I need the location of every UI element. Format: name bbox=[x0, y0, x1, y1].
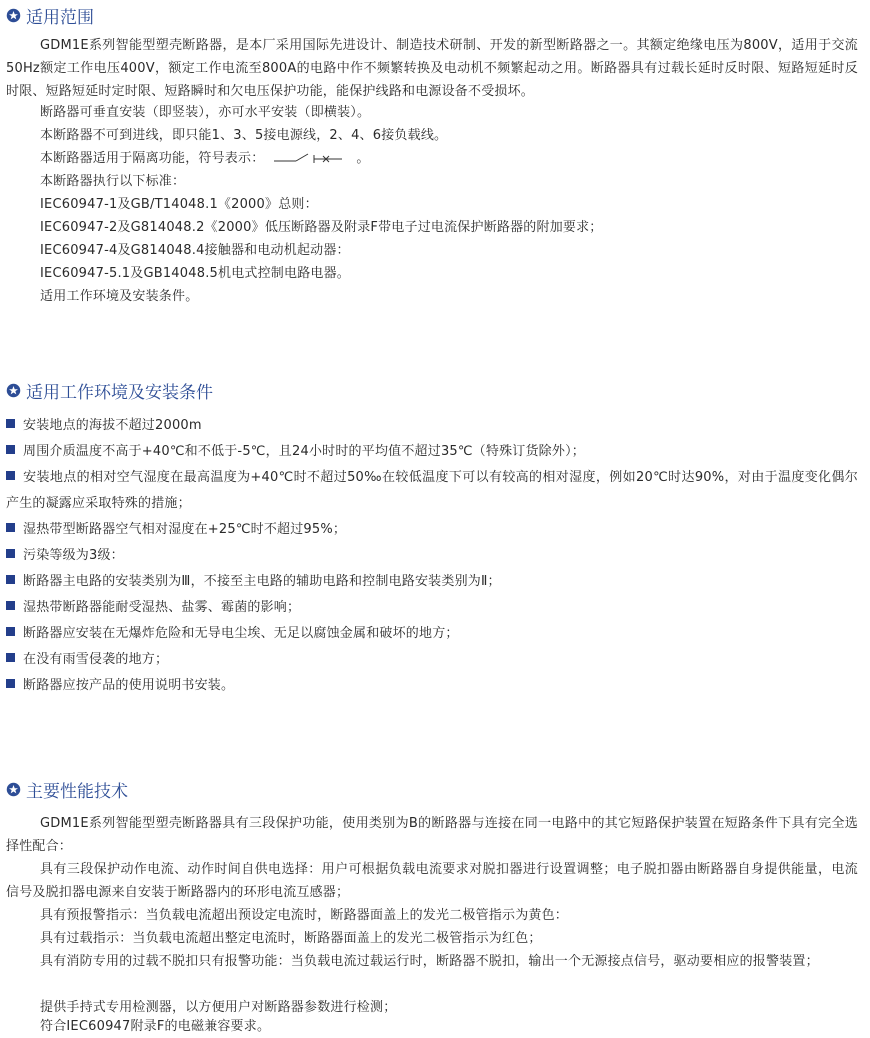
list-item: 污染等级为3级： bbox=[6, 543, 858, 569]
performance-paragraph-2: 具有三段保护动作电流、动作时间自供电选择：用户可根据负载电流要求对脱扣器进行设置调整；电子脱扣器由断路器自身提供能量，电流信号及脱扣器电源来自安装于断路器内的环形电流互感器； bbox=[6, 862, 858, 900]
intro-paragraph: GDM1E系列智能型塑壳断路器，是本厂采用国际先进设计、制造技术研制、开发的新型断路器之一。其额定绝缘电压为800V，适用于交流50Hz额定工作电压400V，额定工作电流至800A的电路中作不频繁转换及电动机不频繁起动之用。断路器具有过载长延时反时限、短路短延时反时限、短路短延时定时限、短路瞬时和欠电压保护功能，能保护线路和电源设备不受损坏。 bbox=[6, 38, 858, 99]
square-bullet-icon bbox=[6, 419, 15, 428]
performance-paragraph-6: 提供手持式专用检测器，以方便用户对断路器参数进行检测； bbox=[40, 1000, 397, 1015]
square-bullet-icon bbox=[6, 523, 15, 532]
section-heading-performance: 主要性能技术 bbox=[6, 777, 128, 801]
list-item: 断路器应安装在无爆炸危险和无导电尘埃、无足以腐蚀金属和破坏的地方； bbox=[6, 621, 858, 647]
star-circle-icon bbox=[6, 383, 21, 398]
environment-line: 适用工作环境及安装条件。 bbox=[40, 289, 199, 304]
performance-paragraph-3: 具有预报警指示：当负载电流超出预设定电流时，断路器面盖上的发光二极管指示为黄色： bbox=[40, 908, 569, 923]
square-bullet-icon bbox=[6, 653, 15, 662]
list-item: 湿热带断路器能耐受湿热、盐雾、霉菌的影响； bbox=[6, 595, 858, 621]
isolation-line: 本断路器适用于隔离功能，符号表示： 。 bbox=[40, 151, 370, 166]
list-item: 湿热带型断路器空气相对湿度在+25℃时不超过95%； bbox=[6, 517, 858, 543]
list-item: 周围介质温度不高于+40℃和不低于-5℃，且24小时时的平均值不超过35℃（特殊订货除外）； bbox=[6, 439, 858, 465]
square-bullet-icon bbox=[6, 627, 15, 636]
performance-paragraph-5: 具有消防专用的过载不脱扣只有报警功能：当负载电流过载运行时，断路器不脱扣，输出一个无源接点信号，驱动要相应的报警装置； bbox=[40, 954, 819, 969]
standard-item-1: IEC60947-1及GB/T14048.1《2000》总则： bbox=[40, 197, 318, 212]
wiring-line: 本断路器不可到进线，即只能1、3、5接电源线，2、4、6接负载线。 bbox=[40, 128, 448, 143]
isolator-symbol-icon bbox=[270, 151, 350, 165]
standards-line: 本断路器执行以下标准： bbox=[40, 174, 186, 189]
standard-item-3: IEC60947-4及G814048.4接触器和电动机起动器： bbox=[40, 243, 350, 258]
star-circle-icon bbox=[6, 8, 21, 23]
square-bullet-icon bbox=[6, 679, 15, 688]
square-bullet-icon bbox=[6, 445, 15, 454]
list-item: 安装地点的海拔不超过2000m bbox=[6, 413, 858, 439]
performance-paragraph-1: GDM1E系列智能型塑壳断路器具有三段保护功能，使用类别为B的断路器与连接在同一电路中的其它短路保护装置在短路条件下具有完全选择性配合： bbox=[6, 816, 858, 854]
install-line: 断路器可垂直安装（即竖装），亦可水平安装（即横装）。 bbox=[40, 105, 371, 120]
list-item: 安装地点的相对空气湿度在最高温度为+40℃时不超过50‰在较低温度下可以有较高的相对湿度，例如20℃时达90%，对由于温度变化偶尔产生的凝露应采取特殊的措施； bbox=[6, 470, 858, 511]
performance-paragraph-4: 具有过载指示：当负载电流超出整定电流时，断路器面盖上的发光二极管指示为红色； bbox=[40, 931, 542, 946]
list-item: 断路器主电路的安装类别为Ⅲ，不接至主电路的辅助电路和控制电路安装类别为Ⅱ； bbox=[6, 569, 858, 595]
section-heading-environment: 适用工作环境及安装条件 bbox=[6, 378, 213, 402]
star-circle-icon bbox=[6, 782, 21, 797]
square-bullet-icon bbox=[6, 601, 15, 610]
list-item: 断路器应按产品的使用说明书安装。 bbox=[6, 673, 858, 699]
square-bullet-icon bbox=[6, 549, 15, 558]
square-bullet-icon bbox=[6, 575, 15, 584]
standard-item-4: IEC60947-5.1及GB14048.5机电式控制电路电器。 bbox=[40, 266, 350, 281]
performance-paragraph-7: 符合IEC60947附录F的电磁兼容要求。 bbox=[40, 1019, 271, 1034]
list-item: 在没有雨雪侵袭的地方； bbox=[6, 647, 858, 673]
square-bullet-icon bbox=[6, 471, 15, 480]
standard-item-2: IEC60947-2及G814048.2《2000》低压断路器及附录F带电子过电流保护断路器的附加要求； bbox=[40, 220, 603, 235]
section-heading-scope: 适用范围 bbox=[6, 3, 94, 27]
